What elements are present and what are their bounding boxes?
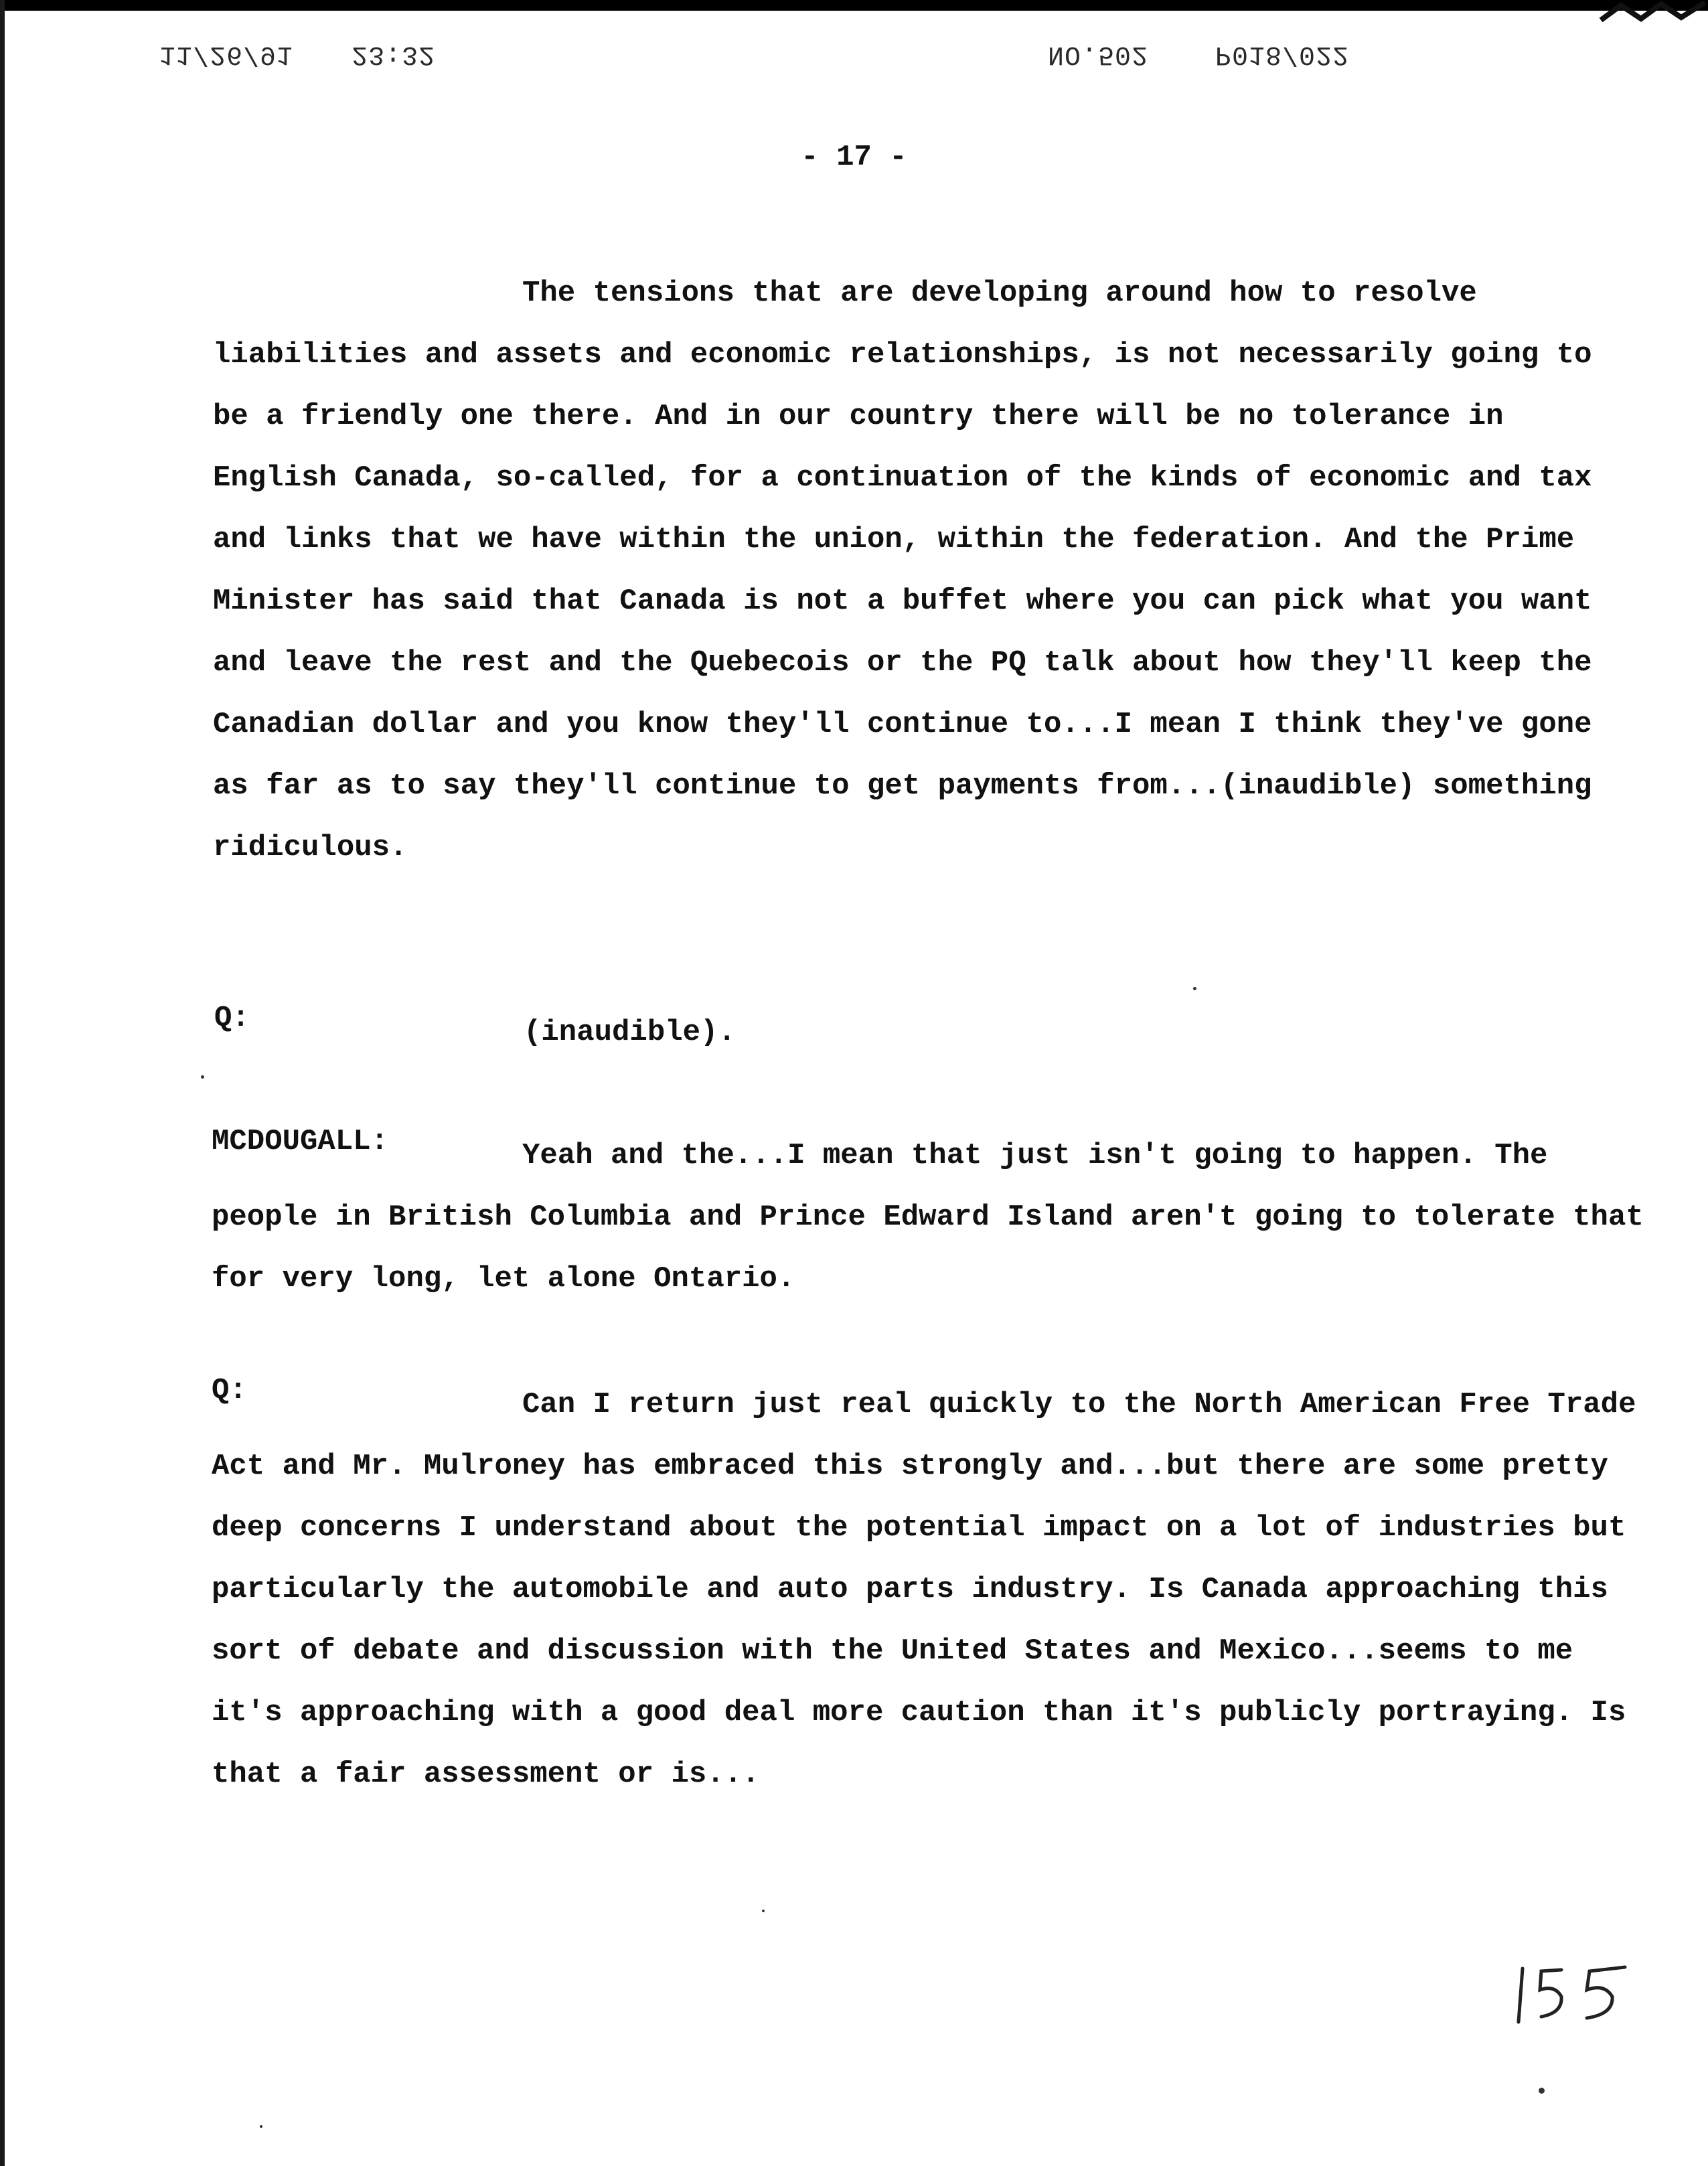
scan-speck [1539, 2088, 1545, 2094]
fax-number: NO.502 [1048, 39, 1149, 69]
body-paragraph: The tensions that are developing around how to resolve liabilities and assets and economic relationships, is not necessarily going to be a friendly one there. And in our country there will be no tolerance in English Canada, so-called, for a continuation of the kinds of economic and tax and links that we have within the union, within the federation. And the Prime Minister has said that Canada is not a buffet where you can pick what you want and leave the rest and the Quebecois or the PQ talk about how they'll keep the Canadian dollar and you know they'll continue to...I mean I think they've gone as far as to say they'll continue to get payments from...(inaudible) something ridiculous. [213, 277, 1592, 864]
corner-mark [1594, 0, 1708, 25]
speaker-label: MCDOUGALL: [212, 1125, 389, 1158]
scan-top-edge [0, 0, 1708, 11]
handwritten-page-number [1515, 1955, 1635, 2029]
page-number: - 17 - [801, 141, 907, 174]
scan-speck [260, 2125, 262, 2128]
scan-speck [1193, 987, 1196, 990]
speaker-text: Yeah and the...I mean that just isn't going to happen. The people in British Columbia and Prince Edward Island aren't going to tolerate that for very long, let alone Ontario. [212, 1139, 1644, 1296]
scan-left-edge [0, 0, 5, 2166]
fax-date: 11/26/91 [159, 39, 294, 69]
speaker-text: (inaudible). [524, 1016, 736, 1049]
fax-time: 23:32 [352, 39, 436, 69]
speaker-text: Can I return just real quickly to the North American Free Trade Act and Mr. Mulroney has embraced this strongly and...but there are some pretty deep concerns I understand about the potential impact on a lot of industries but particularly the automobile and auto parts industry. Is Canada approaching this sort of debate and discussion with the United States and Mexico...seems to me it's approaching with a good deal more caution than it's publicly portraying. Is that a fair assessment or is... [212, 1388, 1636, 1791]
fax-page-count: P018/022 [1215, 39, 1350, 69]
scan-speck [762, 1910, 765, 1912]
scan-speck [201, 1075, 204, 1079]
speaker-label: Q: [214, 1002, 250, 1035]
speaker-label: Q: [212, 1374, 247, 1407]
